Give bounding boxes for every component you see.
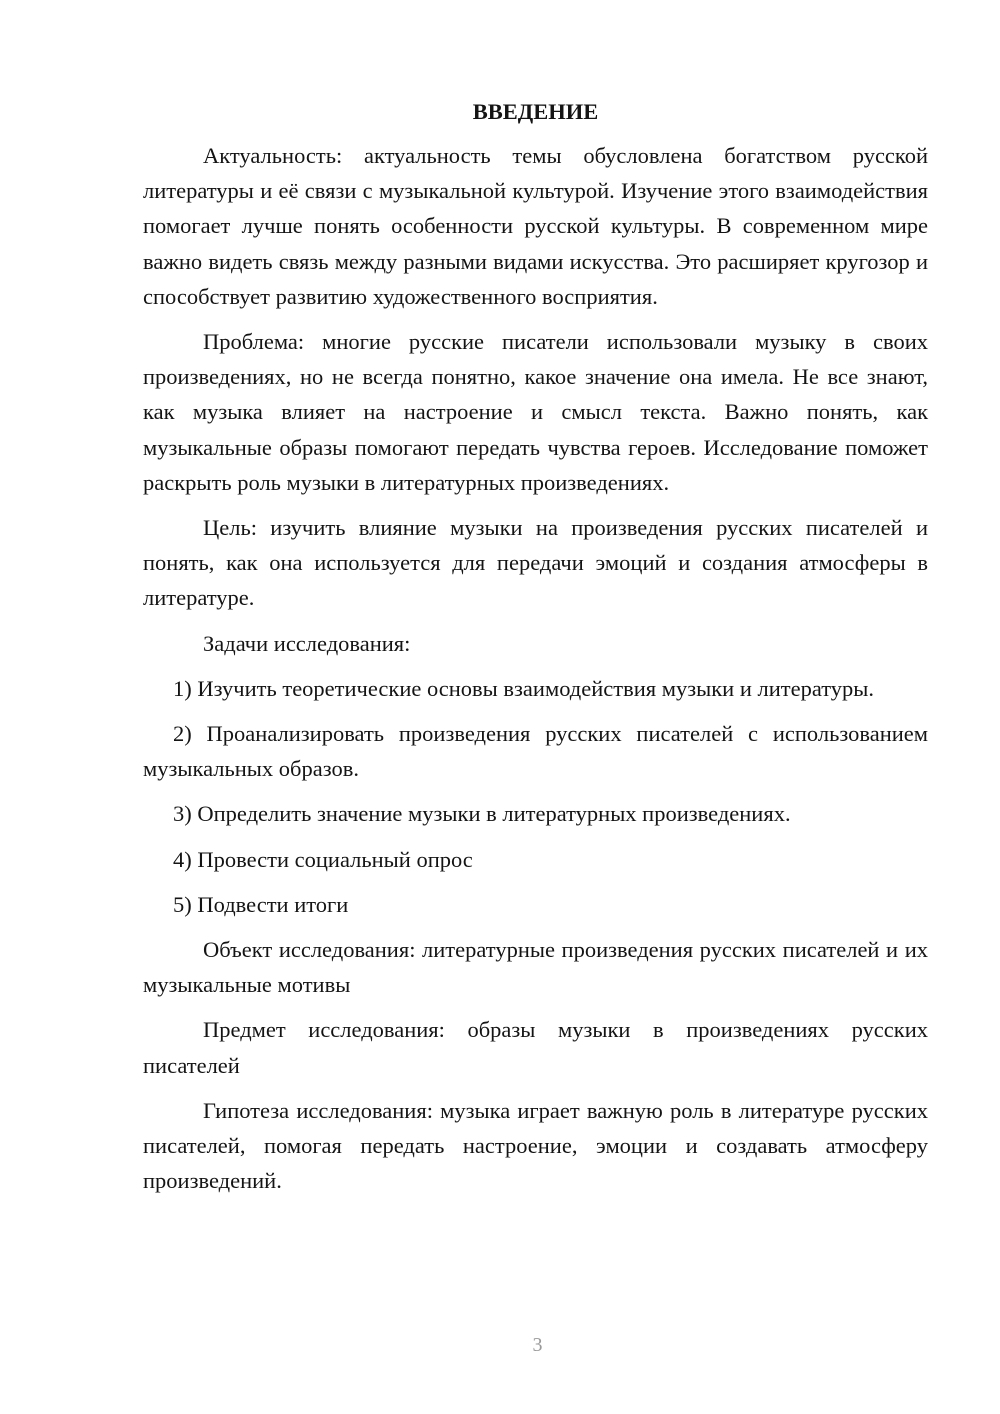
task-item: 4) Провести социальный опрос (173, 846, 473, 872)
page-title: ВВЕДЕНИЕ (472, 99, 599, 124)
task-item: 5) Подвести итоги (173, 891, 349, 917)
goal-paragraph: Цель: изучить влияние музыки на произведения русских писателей и понять, как она используется для передачи эмоций и создания атмосферы в литературе. (143, 515, 928, 611)
task-item: 1) Изучить теоретические основы взаимодействия музыки и литературы. (173, 675, 875, 701)
object-paragraph: Объект исследования: литературные произведения русских писателей и их музыкальные мотивы (143, 937, 928, 998)
tasks-list (143, 671, 928, 922)
problem-paragraph: Проблема: многие русские писатели использовали музыку в своих произведениях, но не всегда понятно, какое значение она имела. Не все знают, как музыка влияет на настроение и смысл текста. Важно понять, как музыкальные образы помогают передать чувства героев. Исследование поможет раскрыть роль музыки в литературных произведениях. (143, 329, 928, 495)
document-body (143, 95, 928, 1208)
tasks-heading: Задачи исследования: (203, 630, 411, 656)
hypothesis-paragraph: Гипотеза исследования: музыка играет важную роль в литературе русских писателей, помогая передать настроение, эмоции и создавать атмосферу произведений. (143, 1097, 928, 1194)
page-number: 3 (532, 1334, 543, 1356)
subject-paragraph: Предмет исследования: образы музыки в произведениях русских писателей (143, 1017, 928, 1078)
relevance-paragraph: Актуальность: актуальность темы обусловлена богатством русской литературы и её связи с музыкальной культурой. Изучение этого взаимодействия помогает лучше понять особенности русской культуры. В современном мире важно видеть связь между разными видами искусства. Это расширяет кругозор и способствует развитию художественного восприятия. (143, 143, 928, 309)
task-item: 3) Определить значение музыки в литературных произведениях. (173, 801, 791, 827)
task-item: 2) Проанализировать произведения русских писателей с использованием музыкальных образов. (143, 721, 928, 782)
